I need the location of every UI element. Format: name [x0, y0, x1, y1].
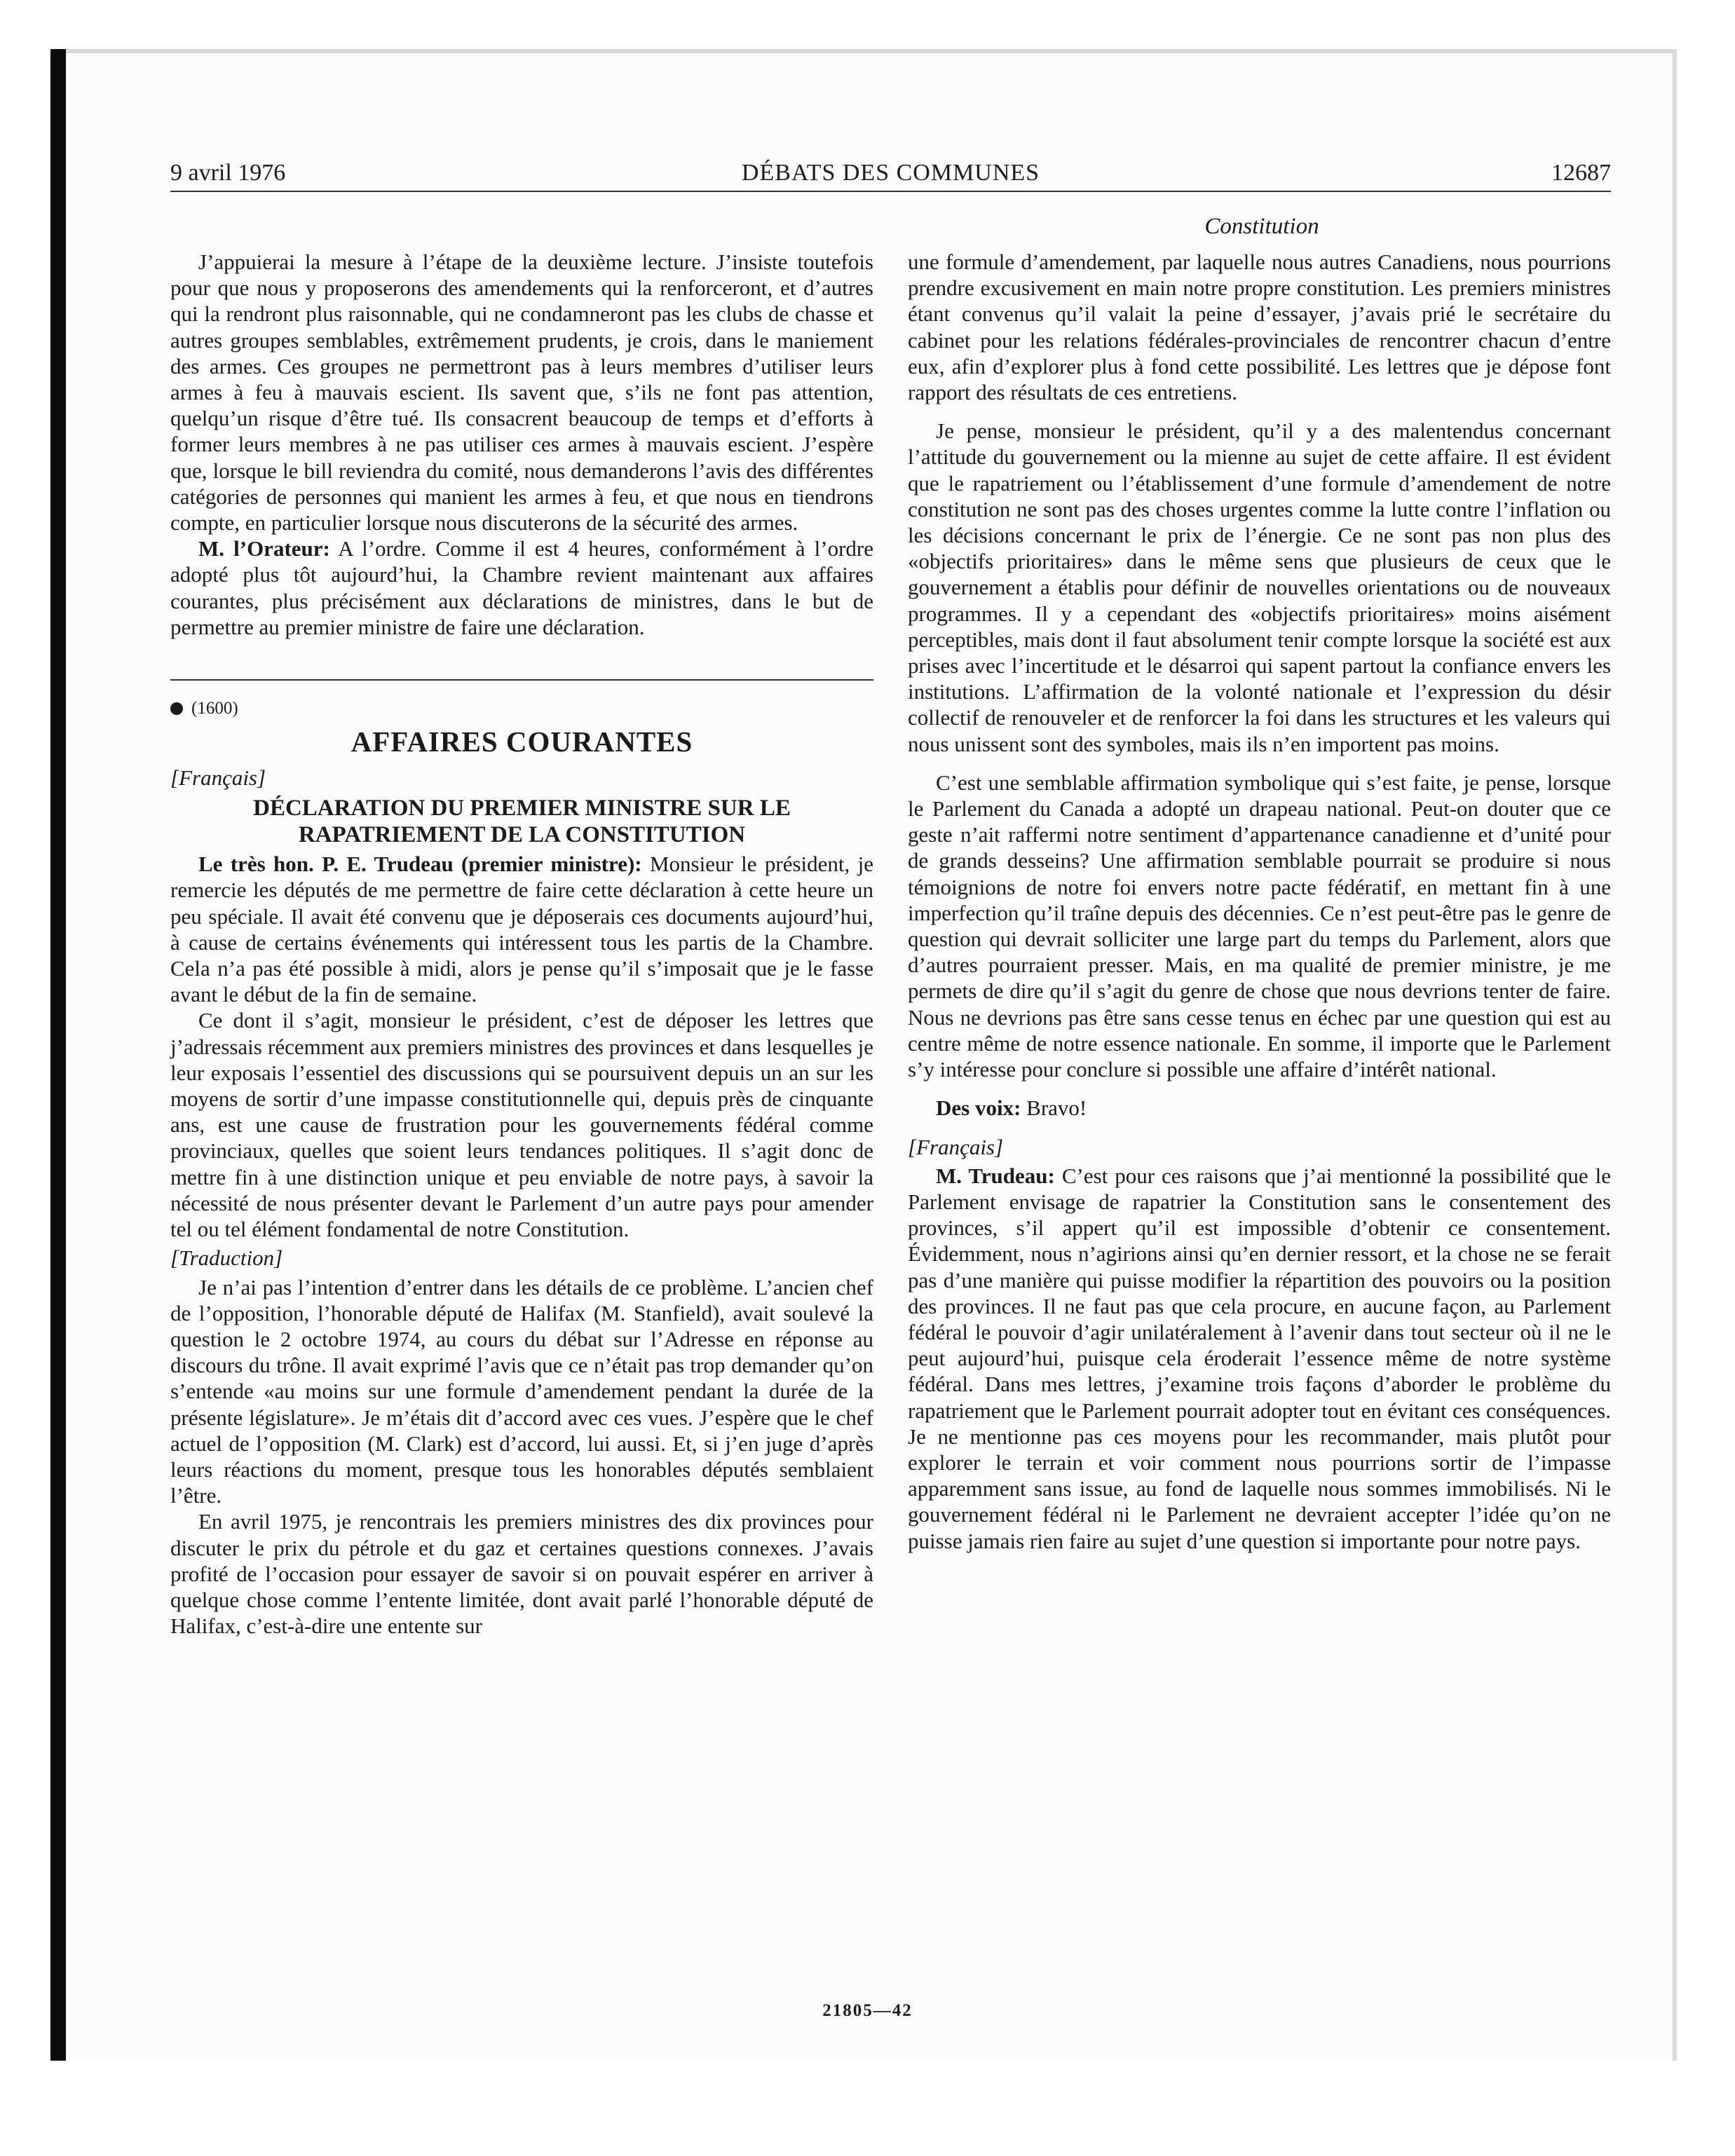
language-tag: [Français]	[170, 765, 266, 791]
paragraph: C’est une semblable affirmation symbolique qui s’est faite, je pense, lorsque le Parlement du Canada a adopté un drapeau national. Peut-on douter que ce geste n’ait raffermi notre sentiment d’appartenance canadienne et d’unité pour de grands desseins? Une affirmation semblable pourrait se produire si nous témoignions de notre foi envers notre pacte fédératif, en mettant fin à une imperfection qu’il traîne depuis des décennies. Ce n’est peut-être pas le genre de question qui devrait solliciter une large part du temps du Parlement, alors que d’autres pourraient presser. Mais, en ma qualité de premier ministre, je me permets de dire qu’il s’agit du genre de chose que nous devrions tenter de faire. Nous ne devrions pas être sans cesse tenus en échec par une question qui est au centre même de notre essence nationale. En somme, il importe que le Parlement s’y intéresse pour conclure si possible une affaire d’intérêt national.	[908, 770, 1611, 1082]
paragraph	[908, 1095, 1611, 1121]
language-tag: [Français]	[908, 1134, 1004, 1159]
header-rule	[170, 191, 1611, 192]
running-header	[170, 160, 1611, 195]
paragraph-text: A l’ordre. Comme il est 4 heures, conformément à l’ordre adopté plus tôt aujourd’hui, la Chambre revient maintenant aux affaires courantes, plus précisément aux déclarations de ministres, dans le but de permettre au premier ministre de faire une déclaration.	[170, 536, 873, 639]
timestamp-text: (1600)	[191, 699, 238, 718]
bullet-icon	[170, 702, 183, 715]
language-tag: [Traduction]	[170, 1246, 283, 1271]
speaker-name: M. Trudeau:	[936, 1163, 1055, 1188]
footer-print-code: 21805—42	[822, 2001, 913, 2020]
paragraph: une formule d’amendement, par laquelle nous autres Canadiens, nous pourrions prendre excusivement en main notre propre constitution. Les premiers ministres étant convenus qu’il valait la peine d’essayer, j’avais prié le secrétaire du cabinet pour les relations fédérales-provinciales de rencontrer chacun d’entre eux, afin d’explorer plus à fond cette possibilité. Les lettres que je dépose font rapport des résultats de ces entretiens.	[908, 250, 1611, 405]
header-date: 9 avril 1976	[170, 160, 286, 186]
section-divider	[170, 679, 873, 681]
timestamp	[170, 696, 873, 721]
scan-border-left	[50, 49, 66, 2061]
subsection-heading: DÉCLARATION DU PREMIER MINISTRE SUR LE RAPATRIEMENT DE LA CONSTITUTION	[253, 796, 791, 848]
paragraph-text: C’est pour ces raisons que j’ai mentionné la possibilité que le Parlement envisage de rapatrier la Constitution sans le consentement des provinces, s’il appert qu’il est impossible d’obtenir ce consentement. Évidemment, nous n’agirions ainsi qu’en dernier ressort, et la chose ne se ferait pas d’une manière qui puisse modifier la répartition des pouvoirs ou la position des provinces. Il ne faut pas que cela procure, en aucune façon, au Parlement fédéral le pouvoir d’agir unilatéralement à l’avenir dans tout secteur où il ne le peut aujourd’hui, puisque cela éroderait l’essence même de notre système fédéral. Dans mes lettres, j’examine trois façons d’aborder le problème du rapatriement que le Parlement pourrait adopter tout en évitant ces conséquences. Je ne mentionne pas ces moyens pour les recommander, mais plutôt pour explorer le terrain et voir comment nous pourrions sortir de l’impasse apparemment sans issue, au fond de laquelle nous sommes immobilisés. Ni le gouvernement fédéral ni le Parlement ne devraient accepter l’idée qu’on ne puisse jamais rien faire au sujet d’une question si importante pour notre pays.	[908, 1163, 1612, 1553]
left-column	[170, 249, 873, 1639]
paragraph: Je pense, monsieur le président, qu’il y a des malentendus concernant l’attitude du gouvernement ou la mienne au sujet de cette affaire. Il est évident que le rapatriement ou l’établissement d’une formule d’amendement de notre constitution ne sont pas des choses urgentes comme la lutte contre l’inflation ou les décisions concernant le prix de l’énergie. Ce ne sont pas non plus des «objectifs prioritaires» dans le même sens que plusieurs de ceux que le gouvernement a établis pour définir de nouvelles orientations ou de nouveaux programmes. Il y a cependant des «objectifs prioritaires» moins aisément perceptibles, mais dont il faut absolument tenir compte lorsque la société est aux prises avec l’incertitude et le désarroi qui sapent partout la confiance envers les institutions. L’affirmation de la volonté nationale et l’expression du désir collectif de renouveler et de renforcer la foi dans les structures et les valeurs qui nous unissent sont des symboles, mais ils n’en importent pas moins.	[908, 418, 1611, 756]
section-label: Constitution	[1204, 214, 1319, 239]
paragraph: Ce dont il s’agit, monsieur le président, c’est de déposer les lettres que j’adressais récemment aux premiers ministres des provinces et dans lesquelles je leur exposais l’essentiel des discussions qui se poursuivent depuis un an sur les moyens de sortir d’une impasse constitutionnelle qui, depuis près de cinquante ans, est une cause de frustration pour les gouvernements fédéral comme provinciaux, quelles que soient leurs tendances politiques. Il s’agit donc de mettre fin à une distinction unique et peu enviable de notre pays, à savoir la nécessité de nous présenter devant le Parlement d’un autre pays pour amender tel ou tel élément fondamental de notre Constitution.	[170, 1008, 873, 1242]
speaker-name: Des voix:	[936, 1096, 1021, 1121]
paragraph	[908, 1163, 1611, 1554]
section-heading: AFFAIRES COURANTES	[351, 725, 693, 758]
speaker-name: Le très hon. P. E. Trudeau (premier ministre):	[198, 852, 642, 877]
paragraph	[170, 851, 873, 1007]
paragraph-text: Bravo!	[1026, 1096, 1087, 1121]
scan-border-right	[1673, 49, 1677, 2061]
header-journal-title: DÉBATS DES COMMUNES	[741, 160, 1040, 186]
header-page-number: 12687	[1551, 160, 1611, 186]
paragraph-text: Monsieur le président, je remercie les députés de me permettre de faire cette déclaration à cette heure un peu spéciale. Il avait été convenu que je déposerais ces documents aujourd’hui, à cause de certains événements qui intéressent tous les partis de la Chambre. Cela n’a pas été possible à midi, alors je pense qu’il s’imposait que je le fasse avant le début de la fin de semaine.	[170, 852, 873, 1007]
speaker-name: M. l’Orateur:	[198, 536, 330, 561]
paragraph: En avril 1975, je rencontrais les premiers ministres des dix provinces pour discuter le prix du pétrole et du gaz et certaines questions connexes. J’avais profité de l’occasion pour essayer de savoir si on pouvait espérer en arriver à quelque chose comme l’entente limitée, dont avait parlé l’honorable député de Halifax, c’est-à-dire une entente sur	[170, 1509, 873, 1639]
paragraph: Je n’ai pas l’intention d’entrer dans les détails de ce problème. L’ancien chef de l’opposition, l’honorable député de Halifax (M. Stanfield), avait soulevé la question le 2 octobre 1974, au cours du débat sur l’Adresse en réponse au discours du trône. Il avait exprimé l’avis que ce n’était pas trop demander qu’on s’entende «au moins sur une formule d’amendement pendant la durée de la présente législature». Je m’étais dit d’accord avec ces vues. J’espère que le chef actuel de l’opposition (M. Clark) est d’accord, lui aussi. Et, si j’en juge d’après leurs réactions du moment, presque tous les honorables députés semblaient l’être.	[170, 1274, 873, 1508]
paragraph: J’appuierai la mesure à l’étape de la deuxième lecture. J’insiste toutefois pour que nous y proposerons des amendements qui la renforceront, et d’autres qui la rendront plus raisonnable, qui ne condamneront pas les clubs de chasse et autres groupes semblables, extrêmement prudents, je crois, dans le maniement des armes. Ces groupes ne permettront pas à leurs membres d’utiliser leurs armes à feu à mauvais escient. Ils savent que, s’ils ne font pas attention, quelqu’un risque d’être tué. Ils consacrent beaucoup de temps et d’efforts à former leurs membres à ne pas utiliser ces armes à mauvais escient. J’espère que, lorsque le bill reviendra du comité, nous demanderons l’avis des différentes catégories de personnes qui manient les armes à feu, et que nous en tiendrons compte, en particulier lorsque nous discuterons de la sécurité des armes.	[170, 250, 873, 535]
paragraph	[170, 535, 873, 640]
right-column	[908, 249, 1611, 1554]
